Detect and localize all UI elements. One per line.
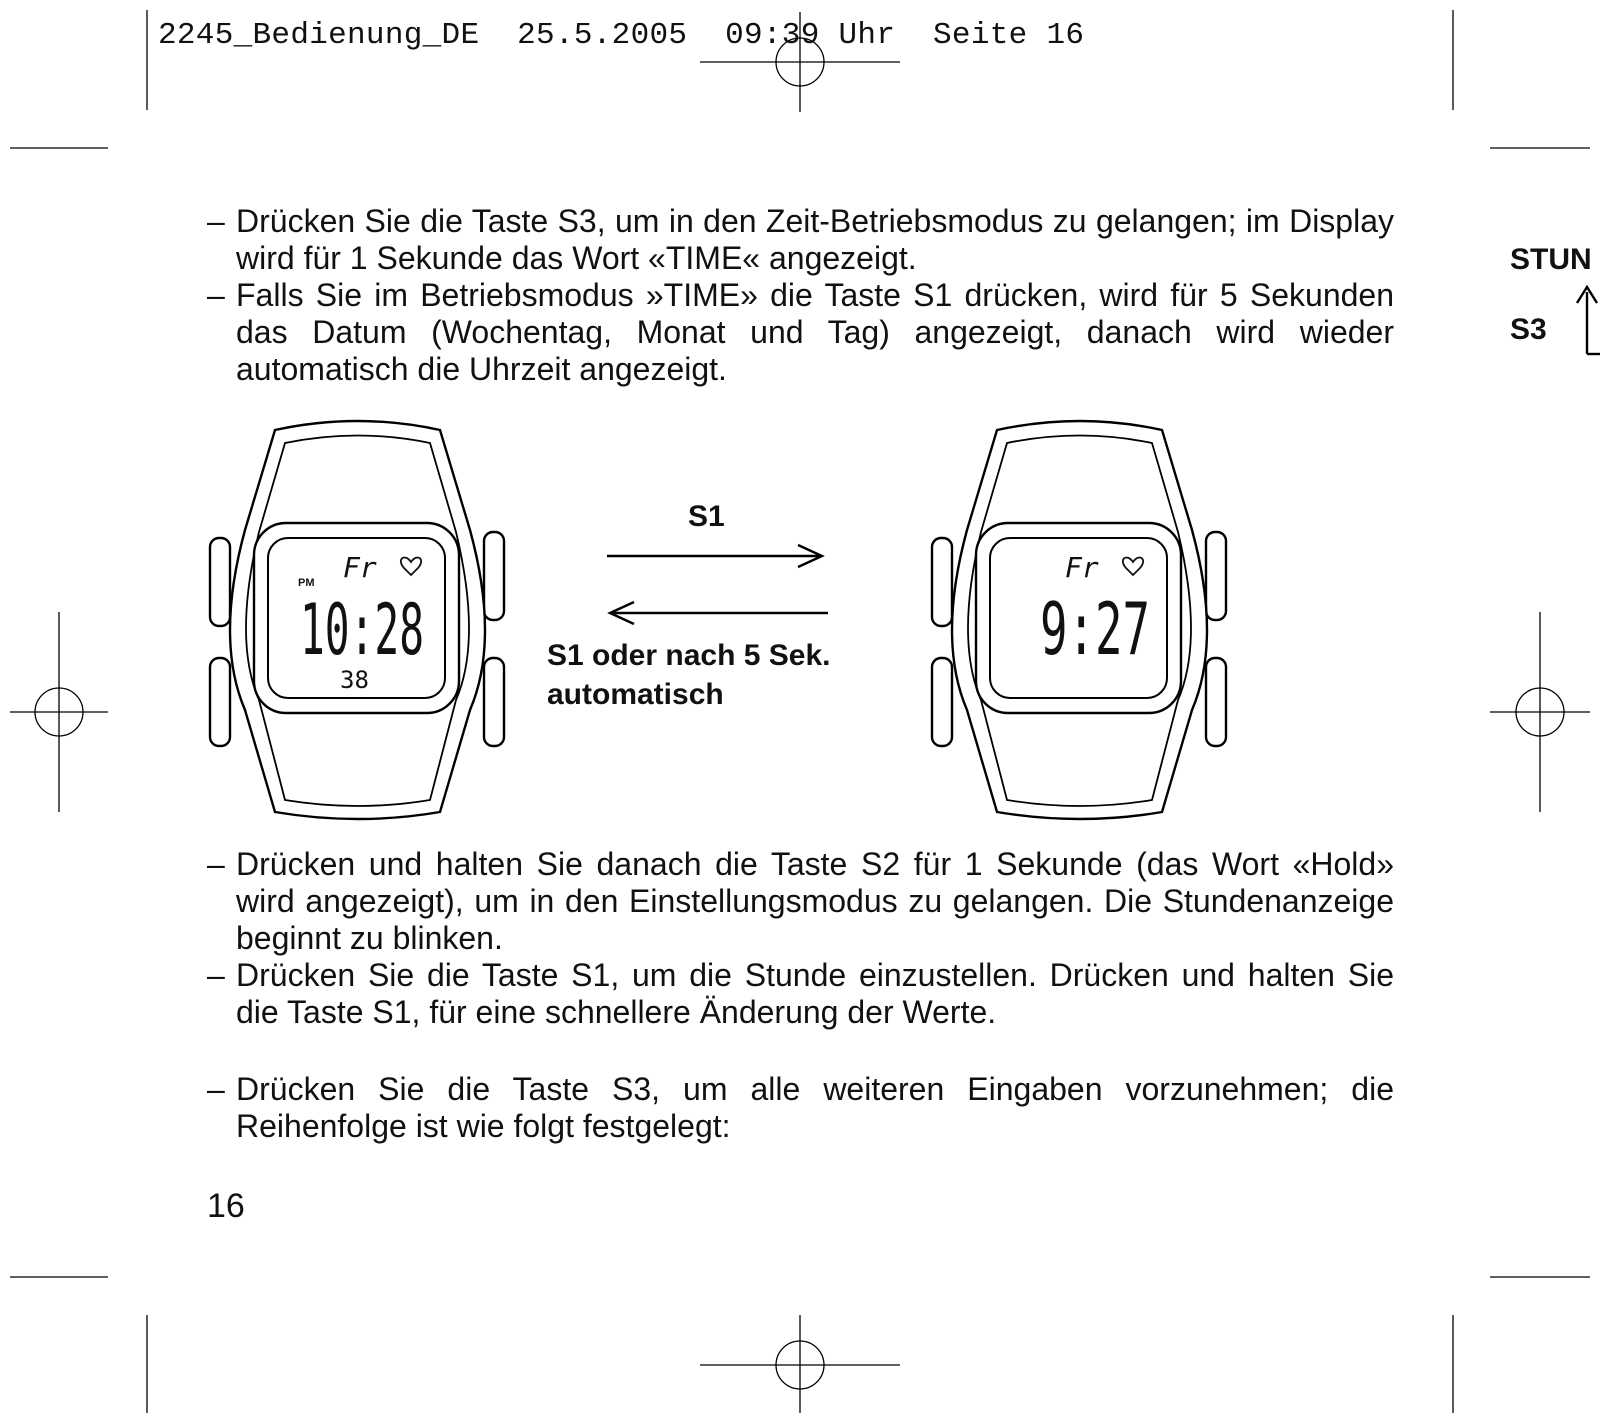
bullet-dash: – [207, 203, 225, 239]
list-item-text: Drücken Sie die Taste S3, um in den Zeit-Betriebsmodus zu gelangen; im Display wird für 1 Sekunde das Wort «TIME« angezeigt. [236, 203, 1394, 276]
bullet-dash: – [207, 277, 225, 313]
list-item-text: Drücken und halten Sie danach die Taste S2 für 1 Sekunde (das Wort «Hold» wird angezeigt), um in den Einstellungsmodus zu gelangen. Die Stundenanzeige beginnt zu blinken. [236, 846, 1394, 956]
list-item [207, 957, 1394, 1031]
bullet-dash: – [207, 1071, 225, 1107]
print-slug: 2245_Bedienung_DE 25.5.2005 09:39 Uhr Seite 16 [158, 18, 1085, 53]
watch-left-seconds: 38 [340, 666, 369, 694]
page-number: 16 [207, 1187, 245, 1225]
side-heading: STUN [1510, 243, 1592, 276]
watch-left-pm: PM [298, 577, 315, 589]
watch-left-time: 10:28 [300, 589, 424, 671]
forward-arrow-label: S1 [688, 500, 725, 533]
arrow-left-icon [610, 602, 828, 624]
watch-left-button-lower-left [210, 658, 230, 746]
list-item [207, 1071, 1394, 1145]
watch-right-button-upper-right [1206, 532, 1226, 620]
watch-right-button-lower-left [932, 658, 952, 746]
back-arrow-label-line2: automatisch [547, 678, 724, 711]
side-key-label: S3 [1510, 313, 1547, 346]
list-item-text: Falls Sie im Betriebsmodus »TIME» die Taste S1 drücken, wird für 5 Sekunden das Datum (Wochentag, Monat und Tag) angezeigt, danach wird wieder automatisch die Uhrzeit angezeigt. [236, 277, 1394, 387]
watch-left-button-upper-left [210, 538, 230, 626]
list-item [207, 846, 1394, 957]
bullet-dash: – [207, 846, 225, 882]
back-arrow-label-line1: S1 oder nach 5 Sek. [547, 639, 831, 672]
arrow-right-icon [607, 545, 822, 567]
list-item-text: Drücken Sie die Taste S3, um alle weiteren Eingaben vorzunehmen; die Reihenfolge ist wie folgt festgelegt: [236, 1071, 1394, 1144]
watch-right-time: 9:27 [1040, 587, 1150, 671]
bullet-dash: – [207, 957, 225, 993]
watch-right-button-upper-left [932, 538, 952, 626]
watch-right-day: Fr [1065, 551, 1099, 584]
instructions-middle [207, 846, 1394, 1031]
list-item-text: Drücken Sie die Taste S1, um die Stunde einzustellen. Drücken und halten Sie die Taste S1, für eine schnellere Änderung der Werte. [236, 957, 1394, 1030]
watch-left-day: Fr [343, 551, 377, 584]
watch-right-button-lower-right [1206, 658, 1226, 746]
watch-left-button-upper-right [484, 532, 504, 620]
back-arrow-label [547, 636, 830, 714]
side-arrow-up-icon [1577, 287, 1600, 354]
instructions-bottom [207, 1071, 1394, 1145]
watch-left-button-lower-right [484, 658, 504, 746]
